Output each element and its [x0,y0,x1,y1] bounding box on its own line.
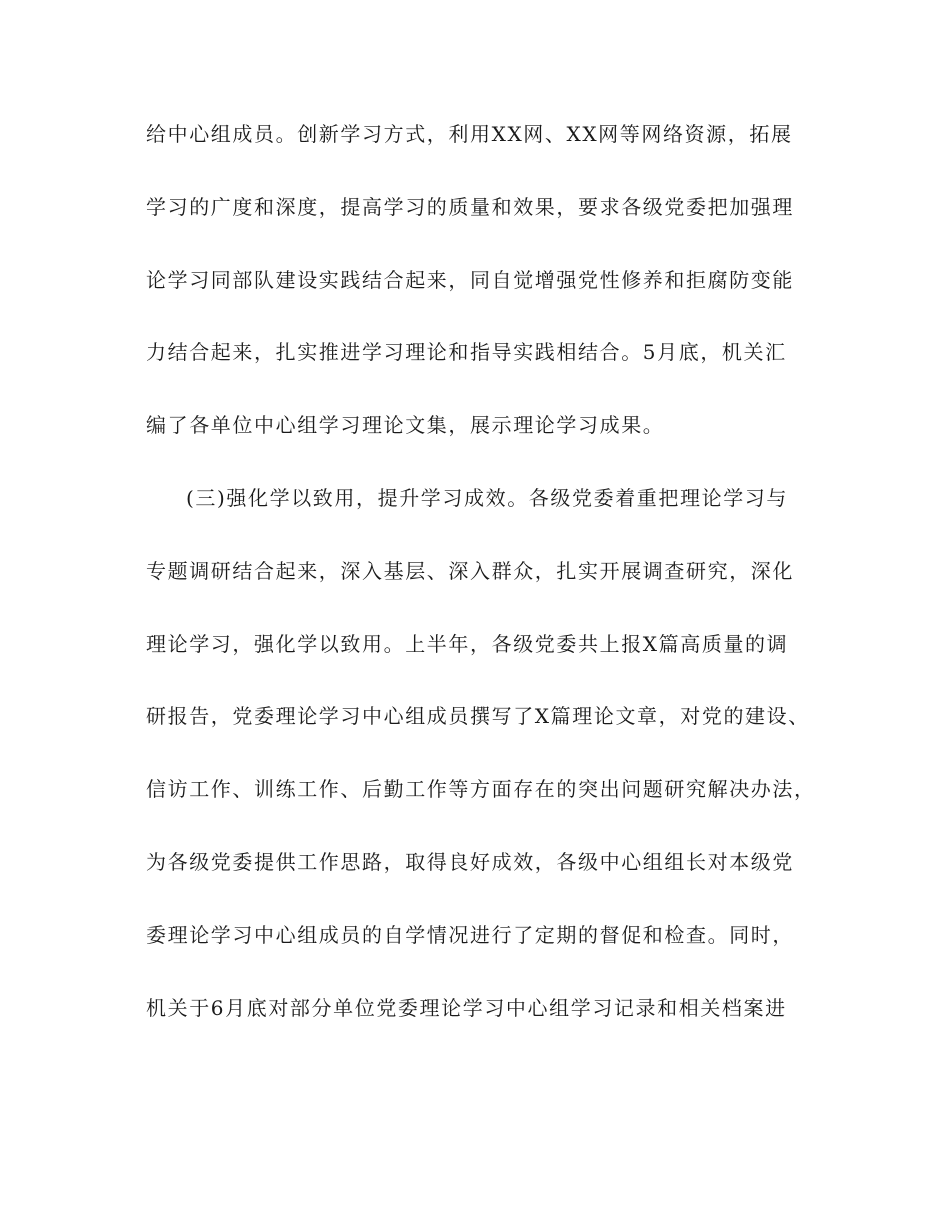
body-text [146,122,816,1068]
text-line: 给中心组成员。创新学习方式，利用XX网、XX网等网络资源，拓展 [146,122,793,146]
text-line: 机关于6月底对部分单位党委理论学习中心组学习记录和相关档案进 [146,995,787,1020]
text-line: 编了各单位中心组学习理论文集，展示理论学习成果。 [146,413,665,438]
section-heading-line: (三)强化学以致用，提升学习成效。各级党委着重把理论学习与 [186,485,789,510]
text-line: 委理论学习中心组成员的自学情况进行了定期的督促和检查。同时， [146,922,794,947]
text-line: 专题调研结合起来，深入基层、深入群众，扎实开展调查研究，深化 [146,558,794,583]
text-line: 理论学习，强化学以致用。上半年，各级党委共上报X篇高质量的调 [146,631,789,656]
text-line: 为各级党委提供工作思路，取得良好成效，各级中心组组长对本级党 [146,849,794,874]
text-line: 学习的广度和深度，提高学习的质量和效果，要求各级党委把加强理 [146,194,794,219]
text-line: 信访工作、训练工作、后勤工作等方面存在的突出问题研究解决办法， [146,777,816,802]
text-line: 论学习同部队建设实践结合起来，同自觉增强党性修养和拒腐防变能 [146,267,794,292]
text-line: 力结合起来，扎实推进学习理论和指导实践相结合。5月底，机关汇 [146,340,787,365]
text-line: 研报告，党委理论学习中心组成员撰写了X篇理论文章，对党的建设、 [146,704,810,729]
